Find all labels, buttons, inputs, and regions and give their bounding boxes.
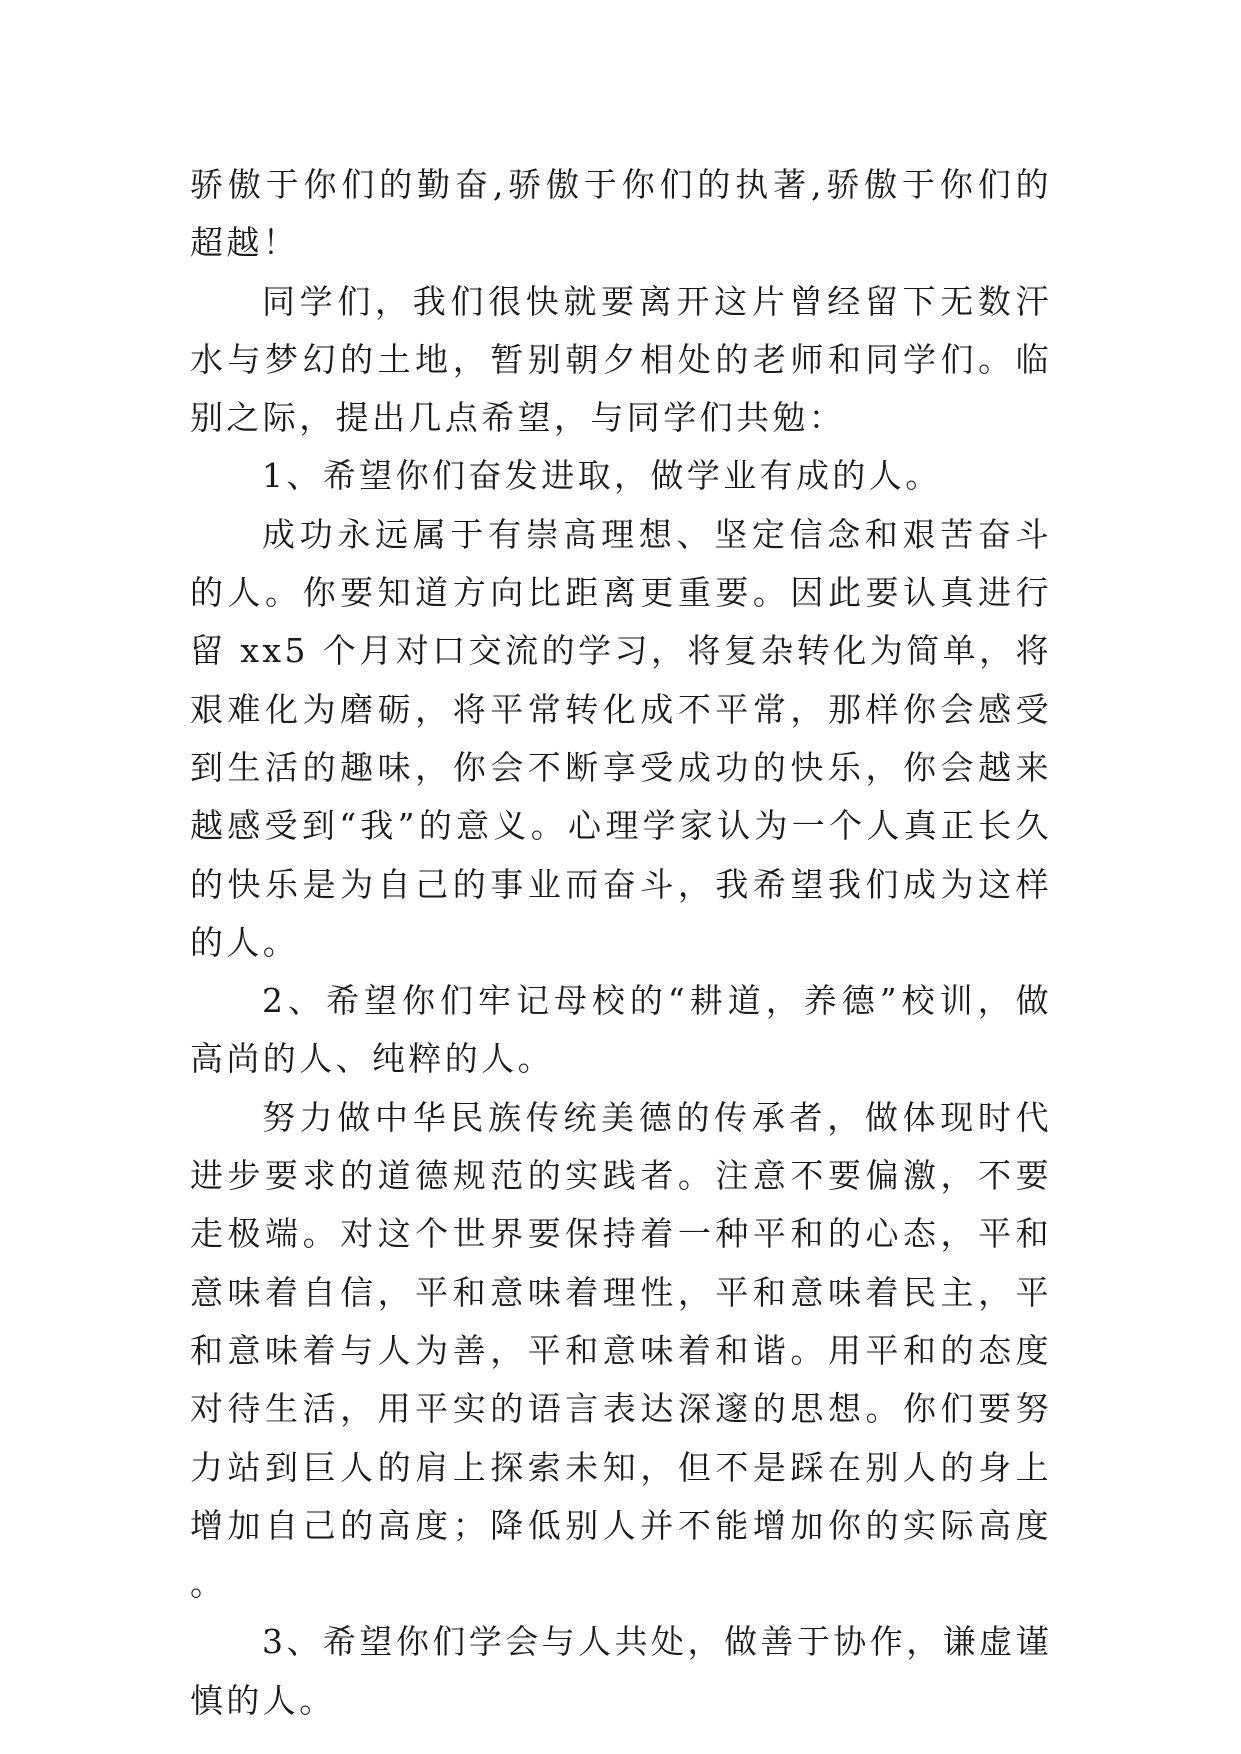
paragraph-hope-3-heading: 3、希望你们学会与人共处，做善于协作，谦虚谨慎的人。 — [190, 1622, 1052, 1720]
paragraph-hope-2-heading: 2、希望你们牢记母校的“耕道，养德”校训，做高尚的人、纯粹的人。 — [190, 981, 1052, 1079]
paragraph-farewell-intro: 同学们，我们很快就要离开这片曾经留下无数汗水与梦幻的土地，暂别朝夕相处的老师和同学们。临别之际，提出几点希望，与同学们共勉： — [190, 281, 1052, 438]
paragraph-hope-2-body: 努力做中华民族传统美德的传承者，做体现时代进步要求的道德规范的实践者。注意不要偏激，不要走极端。对这个世界要保持着一种平和的心态，平和意味着自信，平和意味着理性，平和意味着民主，平和意味着与人为善，平和意味着和谐。用平和的态度对待生活，用平实的语言表达深邃的思想。你们要努力站到巨人的肩上探索未知，但不是踩在别人的身上增加自己的高度；降低别人并不能增加你的实际高度。 — [190, 1097, 1052, 1604]
document-body — [190, 156, 1052, 1730]
paragraph-pride-line: 骄傲于你们的勤奋,骄傲于你们的执著,骄傲于你们的超越！ — [190, 165, 1052, 263]
paragraph-hope-1-body: 成功永远属于有崇高理想、坚定信念和艰苦奋斗的人。你要知道方向比距离更重要。因此要认真进行留 xx5 个月对口交流的学习，将复杂转化为简单，将艰难化为磨砺，将平常转化成不平常，那样你会感受到生活的趣味，你会不断享受成功的快乐，你会越来越感受到“我”的意义。心理学家认为一个人真正长久的快乐是为自己的事业而奋斗，我希望我们成为这样的人。 — [190, 514, 1052, 962]
paragraph-hope-1-heading: 1、希望你们奋发进取，做学业有成的人。 — [262, 456, 942, 496]
